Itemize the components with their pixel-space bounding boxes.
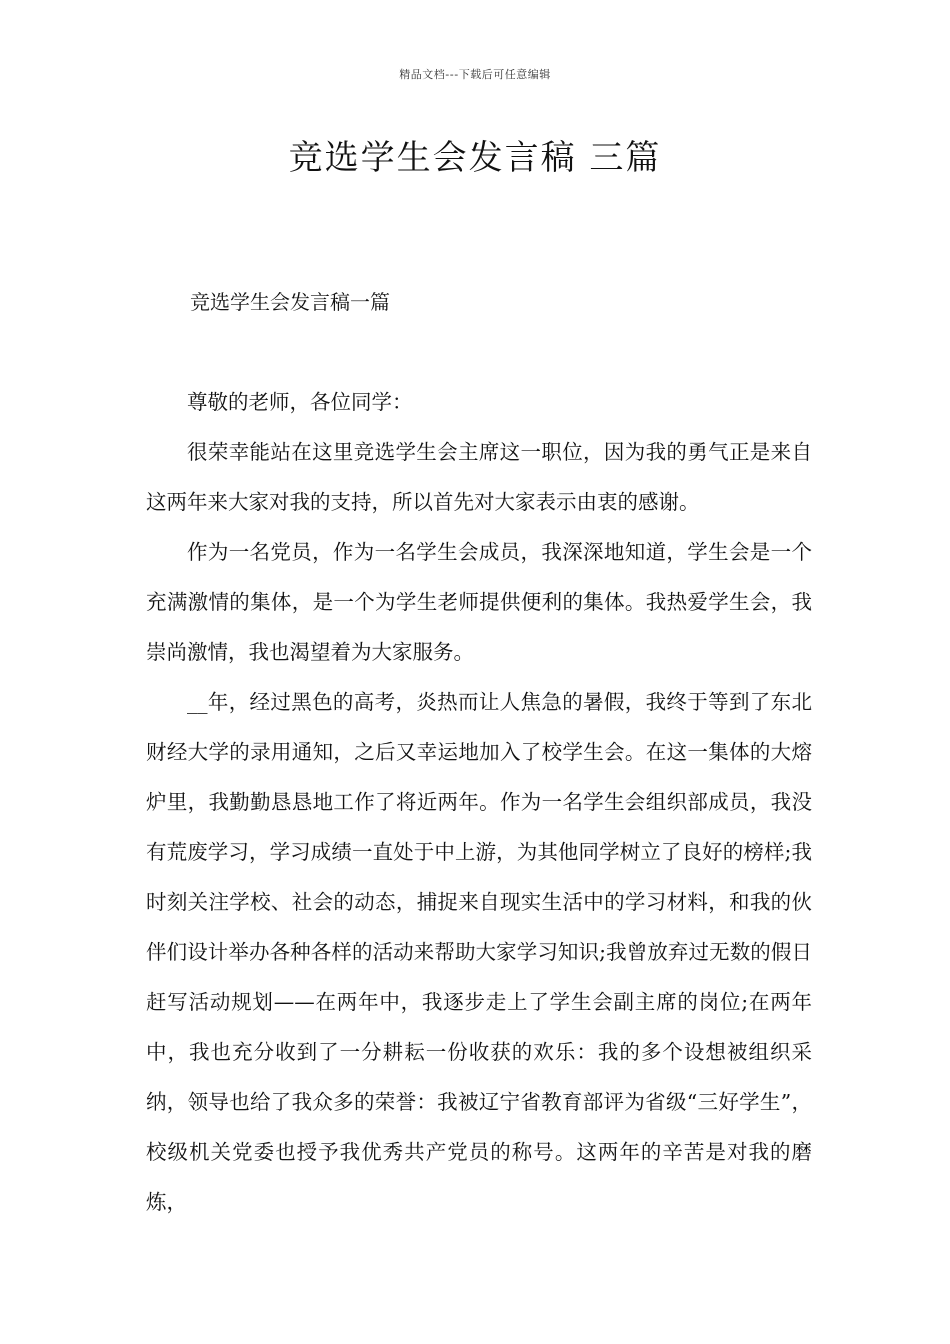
paragraph: __年，经过黑色的高考，炎热而让人焦急的暑假，我终于等到了东北财经大学的录用通知，之后又幸运地加入了校学生会。在这一集体的大熔炉里，我勤勤恳恳地工作了将近两年。作为一名学生会组织部成员，我没有荒废学习，学习成绩一直处于中上游，为其他同学树立了良好的榜样;我时刻关注学校、社会的动态，捕捉来自现实生活中的学习材料，和我的伙伴们设计举办各种各样的活动来帮助大家学习知识;我曾放弃过无数的假日赶写活动规划——在两年中，我逐步走上了学生会副主席的岗位;在两年中，我也充分收到了一分耕耘一份收获的欢乐：我的多个设想被组织采纳，领导也给了我众多的荣誉：我被辽宁省教育部评为省级“三好学生”，校级机关党委也授予我优秀共产党员的称号。这两年的辛苦是对我的磨炼， xyxy=(146,690,812,1214)
paragraph: 作为一名党员，作为一名学生会成员，我深深地知道，学生会是一个充满激情的集体，是一个为学生老师提供便利的集体。我热爱学生会，我崇尚激情，我也渴望着为大家服务。 xyxy=(146,540,812,664)
paragraph: 很荣幸能站在这里竞选学生会主席这一职位，因为我的勇气正是来自这两年来大家对我的支持，所以首先对大家表示由衷的感谢。 xyxy=(146,440,812,514)
paragraph-greeting: 尊敬的老师，各位同学： xyxy=(187,390,413,414)
document-title: 竞选学生会发言稿 三篇 xyxy=(288,138,662,178)
header-note: 精品文档---下载后可任意编辑 xyxy=(399,68,551,81)
body-text xyxy=(146,377,812,1227)
section-heading: 竞选学生会发言稿一篇 xyxy=(190,290,390,314)
